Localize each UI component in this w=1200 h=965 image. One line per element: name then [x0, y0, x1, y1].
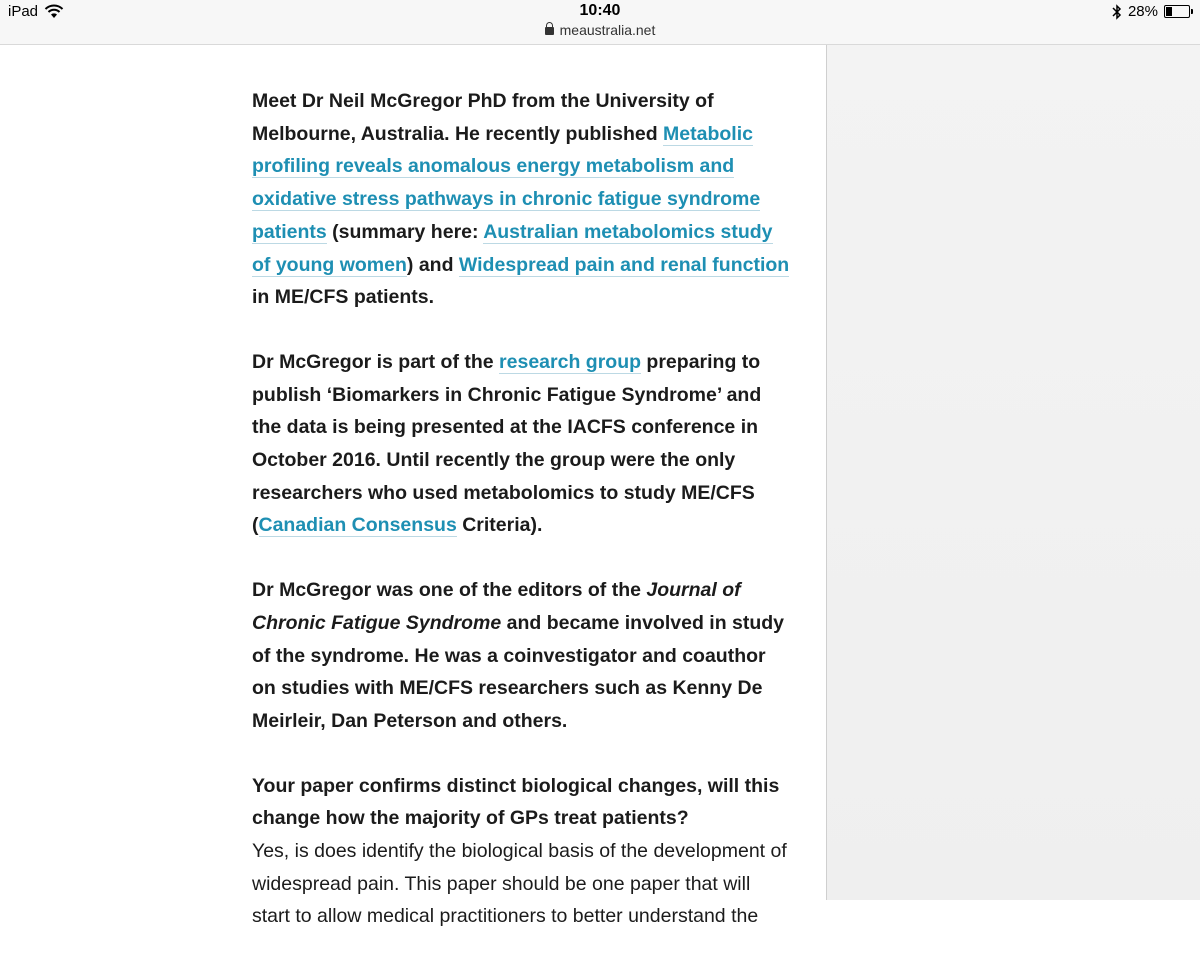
text: in ME/CFS patients.: [252, 286, 435, 309]
paragraph-research-group: [252, 346, 792, 542]
clock: 10:40: [579, 2, 621, 19]
text: preparing to publish ‘Biomarkers in Chronic Fatigue Syndrome’ and the data is being presented at the IACFS conference in October 2016. Until recently the group were the only researchers who used metabolomics to study ME/CFS (: [252, 350, 762, 537]
text: Dr McGregor is part of the: [252, 350, 500, 373]
link-australian-metabolomics-study[interactable]: Australian metabolomics study of young women: [252, 220, 773, 276]
paragraph-qa: [252, 770, 792, 934]
interview-answer: Yes, is does identify the biological basis of the development of widespread pain. This paper should be one paper that will start to allow medical practitioners to better understand the: [252, 840, 787, 928]
page-content[interactable]: [0, 45, 826, 928]
status-bar: [0, 0, 1200, 45]
text: Dr McGregor was one of the editors of the: [252, 579, 647, 602]
link-research-group[interactable]: research group: [499, 350, 642, 373]
journal-title: Journal of Chronic Fatigue Syndrome: [252, 579, 741, 634]
interview-question: Your paper confirms distinct biological changes, will this change how the majority of GPs treat patients?: [252, 774, 780, 830]
text: and became involved in study of the syndrome. He was a coinvestigator and coauthor on studies with ME/CFS researchers such as Kenny De Meirleir, Dan Peterson and others.: [252, 611, 785, 732]
article-body: [252, 85, 792, 965]
text: (summary here:: [326, 220, 484, 243]
link-widespread-pain[interactable]: Widespread pain and renal function: [458, 253, 790, 276]
text: ) and: [406, 253, 459, 276]
address-bar[interactable]: [0, 22, 1200, 38]
url-text[interactable]: meaustralia.net: [559, 22, 656, 38]
link-metabolic-profiling[interactable]: Metabolic profiling reveals anomalous energy metabolism and oxidative stress pathways in chronic fatigue syndrome patients: [252, 122, 761, 243]
system-status: [1112, 3, 1190, 20]
battery-icon: [1164, 5, 1190, 18]
page-sidebar: [826, 45, 1200, 900]
text: Meet Dr Neil McGregor PhD from the University of Melbourne, Australia. He recently published: [252, 90, 714, 145]
text: Criteria).: [456, 514, 543, 537]
paragraph-intro: [252, 85, 792, 314]
bluetooth-icon: [1112, 4, 1122, 20]
paragraph-editor: [252, 574, 792, 738]
battery-percent: 28%: [1127, 3, 1158, 20]
device-label: iPad: [8, 3, 39, 20]
lock-icon: [545, 27, 554, 35]
battery-fill: [1166, 7, 1172, 16]
link-canadian-consensus[interactable]: Canadian Consensus: [258, 514, 457, 537]
